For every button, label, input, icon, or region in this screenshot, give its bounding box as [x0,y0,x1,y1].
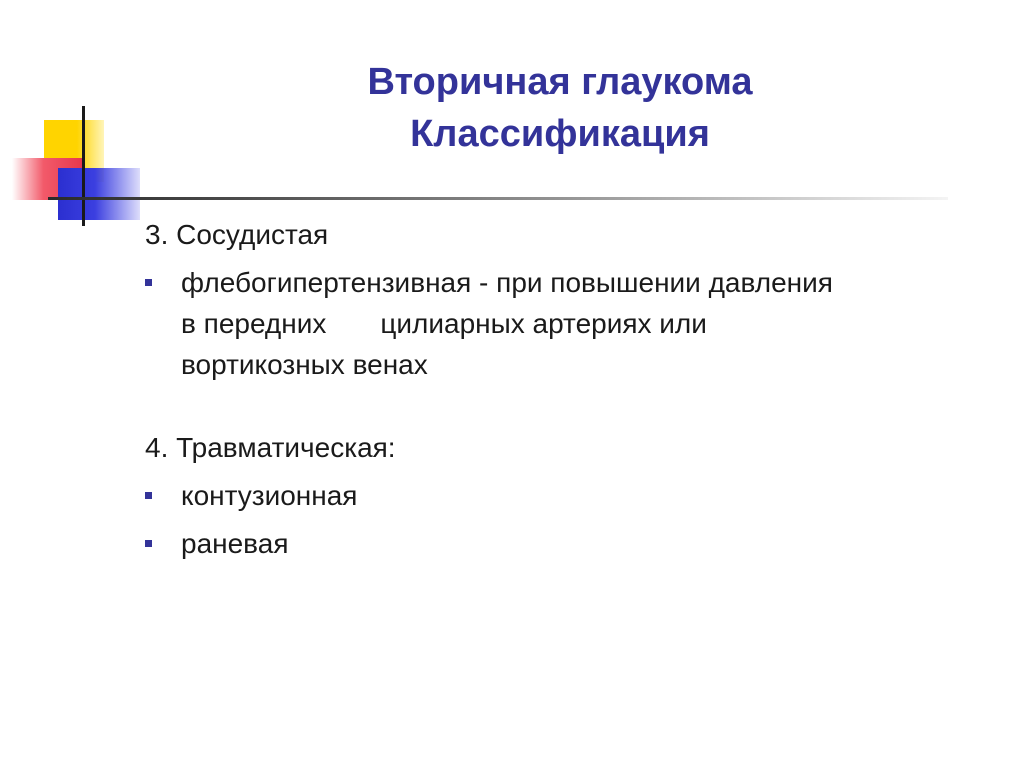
section-heading-vascular: 3. Сосудистая [145,219,329,250]
slide-title [200,56,920,160]
title-line-1: Вторичная глаукома [367,61,753,103]
square-bullet-icon [145,492,152,499]
square-bullet-icon [145,279,152,286]
slide-body [145,214,995,564]
decorative-blue-block [58,168,140,220]
bullet-line [181,303,995,344]
section-heading-traumatic: 4. Травматическая: [145,432,396,463]
bullet-line-part: в передних [181,308,327,339]
bullet-text: контузионная [181,480,358,511]
decorative-vertical-line [82,106,85,226]
bullet-line: вортикозных венах [181,349,428,380]
list-item [145,262,995,385]
bullet-line: флебогипертензивная - при повышении давления [181,267,833,298]
bullet-line-part: цилиарных артериях или [380,308,707,339]
list-item [145,475,995,516]
square-bullet-icon [145,540,152,547]
title-line-2: Классификация [410,113,710,155]
list-item [145,523,995,564]
bullet-text: раневая [181,528,289,559]
title-divider-line [48,197,948,200]
